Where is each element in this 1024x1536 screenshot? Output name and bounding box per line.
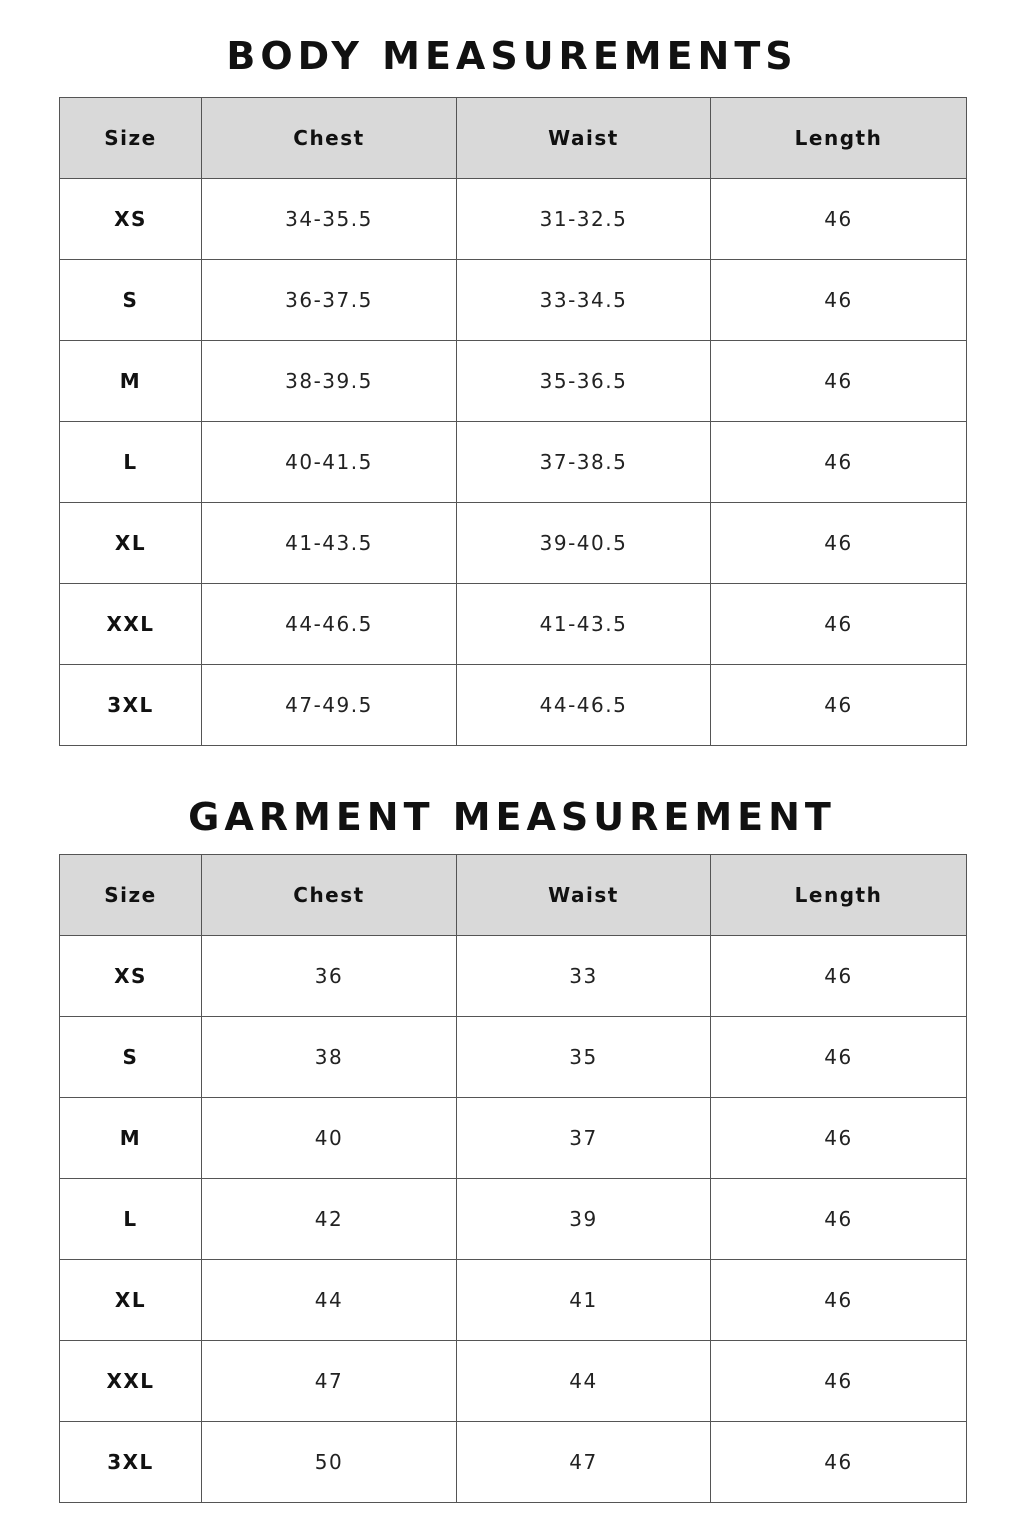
garment-measurement-table xyxy=(59,854,967,1503)
waist-cell: 35 xyxy=(457,1017,711,1098)
size-cell: M xyxy=(60,1098,202,1179)
length-cell: 46 xyxy=(711,584,967,665)
chest-cell: 36 xyxy=(202,936,457,1017)
column-header-length: Length xyxy=(711,98,967,179)
length-cell: 46 xyxy=(711,503,967,584)
body-measurements-table xyxy=(59,97,967,746)
length-cell: 46 xyxy=(711,1017,967,1098)
table-row xyxy=(60,1341,967,1422)
column-header-size: Size xyxy=(60,98,202,179)
chest-cell: 38 xyxy=(202,1017,457,1098)
length-cell: 46 xyxy=(711,665,967,746)
chest-cell: 50 xyxy=(202,1422,457,1503)
waist-cell: 39-40.5 xyxy=(457,503,711,584)
column-header-chest: Chest xyxy=(202,98,457,179)
column-header-waist: Waist xyxy=(457,855,711,936)
table-row xyxy=(60,1422,967,1503)
column-header-size: Size xyxy=(60,855,202,936)
size-cell: XL xyxy=(60,503,202,584)
waist-cell: 33 xyxy=(457,936,711,1017)
waist-cell: 37 xyxy=(457,1098,711,1179)
size-cell: XXL xyxy=(60,584,202,665)
size-cell: 3XL xyxy=(60,1422,202,1503)
length-cell: 46 xyxy=(711,179,967,260)
table-header-row xyxy=(60,855,967,936)
chest-cell: 34-35.5 xyxy=(202,179,457,260)
waist-cell: 33-34.5 xyxy=(457,260,711,341)
chest-cell: 40-41.5 xyxy=(202,422,457,503)
table-header-row xyxy=(60,98,967,179)
table-row xyxy=(60,1179,967,1260)
table-row xyxy=(60,260,967,341)
chest-cell: 44-46.5 xyxy=(202,584,457,665)
table-row xyxy=(60,1260,967,1341)
table-row xyxy=(60,503,967,584)
size-cell: XL xyxy=(60,1260,202,1341)
column-header-length: Length xyxy=(711,855,967,936)
length-cell: 46 xyxy=(711,341,967,422)
chest-cell: 42 xyxy=(202,1179,457,1260)
waist-cell: 44 xyxy=(457,1341,711,1422)
size-cell: L xyxy=(60,422,202,503)
length-cell: 46 xyxy=(711,1098,967,1179)
waist-cell: 41-43.5 xyxy=(457,584,711,665)
length-cell: 46 xyxy=(711,1260,967,1341)
waist-cell: 41 xyxy=(457,1260,711,1341)
size-cell: XXL xyxy=(60,1341,202,1422)
size-cell: S xyxy=(60,1017,202,1098)
chest-cell: 38-39.5 xyxy=(202,341,457,422)
table-row xyxy=(60,422,967,503)
waist-cell: 39 xyxy=(457,1179,711,1260)
table-row xyxy=(60,1017,967,1098)
length-cell: 46 xyxy=(711,422,967,503)
waist-cell: 35-36.5 xyxy=(457,341,711,422)
table-row xyxy=(60,341,967,422)
size-cell: XS xyxy=(60,179,202,260)
chest-cell: 41-43.5 xyxy=(202,503,457,584)
waist-cell: 47 xyxy=(457,1422,711,1503)
length-cell: 46 xyxy=(711,1179,967,1260)
table-row xyxy=(60,936,967,1017)
waist-cell: 37-38.5 xyxy=(457,422,711,503)
column-header-waist: Waist xyxy=(457,98,711,179)
table-row xyxy=(60,584,967,665)
body-measurements-title: BODY MEASUREMENTS xyxy=(226,34,798,78)
waist-cell: 31-32.5 xyxy=(457,179,711,260)
size-cell: L xyxy=(60,1179,202,1260)
length-cell: 46 xyxy=(711,936,967,1017)
table-row xyxy=(60,1098,967,1179)
column-header-chest: Chest xyxy=(202,855,457,936)
length-cell: 46 xyxy=(711,260,967,341)
table-row xyxy=(60,665,967,746)
size-cell: M xyxy=(60,341,202,422)
garment-measurement-title: GARMENT MEASUREMENT xyxy=(188,795,836,839)
chest-cell: 44 xyxy=(202,1260,457,1341)
table-row xyxy=(60,179,967,260)
size-cell: 3XL xyxy=(60,665,202,746)
length-cell: 46 xyxy=(711,1422,967,1503)
length-cell: 46 xyxy=(711,1341,967,1422)
chest-cell: 36-37.5 xyxy=(202,260,457,341)
chest-cell: 40 xyxy=(202,1098,457,1179)
waist-cell: 44-46.5 xyxy=(457,665,711,746)
chest-cell: 47 xyxy=(202,1341,457,1422)
size-cell: XS xyxy=(60,936,202,1017)
chest-cell: 47-49.5 xyxy=(202,665,457,746)
size-cell: S xyxy=(60,260,202,341)
